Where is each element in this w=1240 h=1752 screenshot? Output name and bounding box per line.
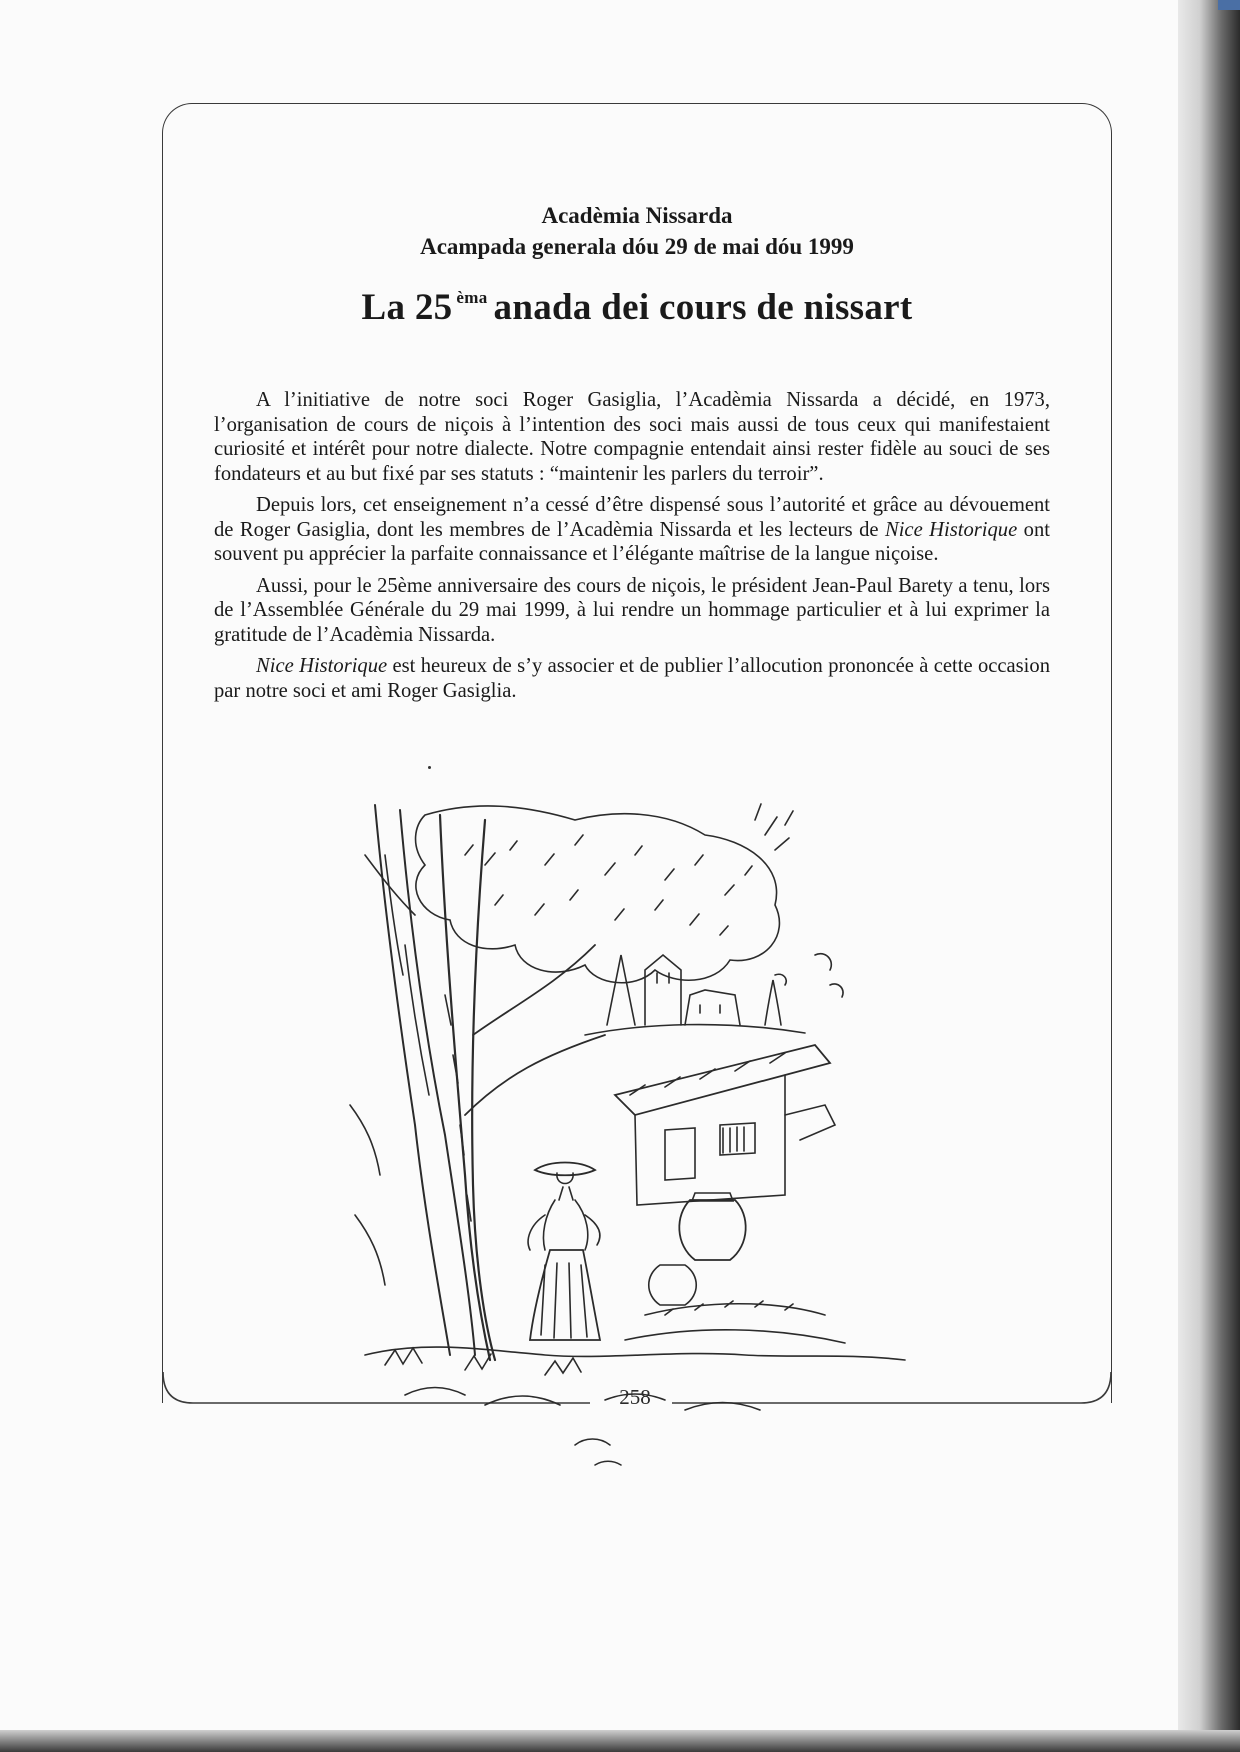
title-ordinal-suffix: èma: [456, 288, 488, 307]
paragraph-4-text: est heureux de s’y associer et de publier l’allocution prononcée à cette occasion par notre soci et ami Roger Gasiglia.: [214, 655, 1050, 702]
stray-ink-dot: [428, 766, 431, 769]
page-bottom-edge: [0, 1730, 1240, 1752]
title-part-2: anada dei cours de nissart: [493, 287, 913, 328]
terracotta-jars: [649, 1193, 746, 1305]
meeting-subtitle: Acampada generala dóu 29 de mai dóu 1999: [420, 234, 854, 259]
page-number: 258: [619, 1385, 651, 1409]
ground-foliage: [350, 954, 905, 1465]
publication-name: Nice Historique: [256, 655, 388, 677]
paragraph-3-text: Aussi, pour le 25ème anniversaire des cours de niçois, le président Jean-Paul Barety a tenu, lors de l’Assemblée Générale du 29 mai 1999, à lui rendre un hommage particulier et à lui exprimer la gratitude de l’Acadèmia Nissarda.: [214, 574, 1050, 646]
organization-name: Acadèmia Nissarda: [541, 203, 733, 228]
article-header: [162, 200, 1112, 334]
paragraph-2: [214, 493, 1050, 567]
tree-canopy: [416, 804, 793, 983]
stone-cottage: [615, 1045, 835, 1205]
paragraph-4: [214, 654, 1050, 703]
article-body: [214, 388, 1050, 710]
paragraph-2-text-b: ont souvent pu apprécier la parfaite connaissance et l’élégante maîtrise de la langue niçoise.: [214, 518, 1051, 565]
publication-name: Nice Historique: [884, 518, 1018, 541]
hill-village: [585, 955, 805, 1035]
paragraph-1: [214, 388, 1050, 486]
village-scene-illustration: [345, 795, 920, 1505]
paragraph-2-text-a: Depuis lors, cet enseignement n’a cessé d’être dispensé sous l’autorité et grâce au dévouement de Roger Gasiglia, dont les membres de l’Acadèmia Nissarda et les lecteurs de: [214, 494, 1050, 541]
spine-edge-mark: [1218, 0, 1240, 10]
paragraph-1-text: A l’initiative de notre soci Roger Gasiglia, l’Acadèmia Nissarda a décidé, en 1973, l’organisation de cours de niçois à l’intention des soci mais aussi de tous ceux qui manifestaient curiosité et intérêt pour notre dialecte. Notre compagnie entendait ainsi rester fidèle au souci de ses fondateurs et au but fixé par ses statuts : “maintenir les parlers du terroir”.: [214, 389, 1050, 485]
book-spine-shadow: [1178, 0, 1240, 1752]
article-title: [162, 272, 1112, 334]
woman-with-hat-figure: [528, 1163, 600, 1341]
title-part-1: La 25: [361, 287, 453, 328]
paragraph-3: [214, 574, 1050, 648]
